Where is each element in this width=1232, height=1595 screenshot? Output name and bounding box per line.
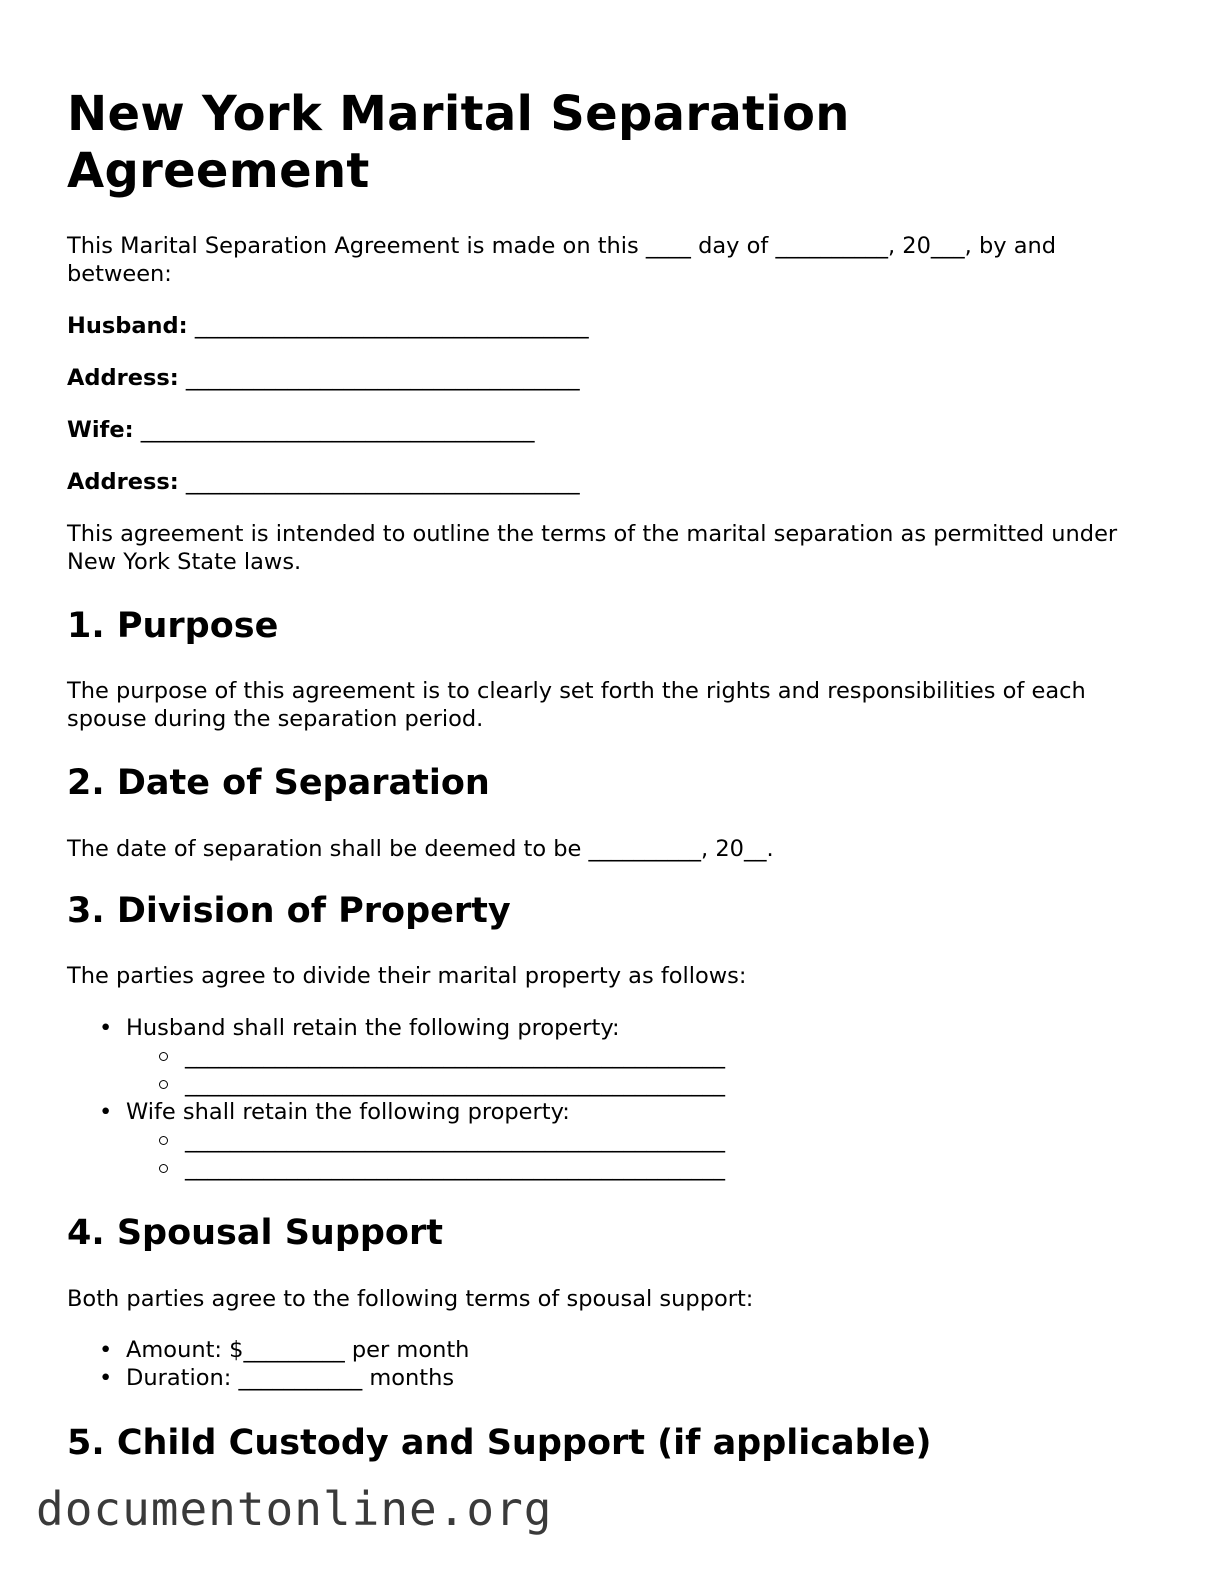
section-purpose-heading: 1. Purpose bbox=[67, 606, 279, 646]
husband-property-label: Husband shall retain the following property: bbox=[126, 1015, 620, 1041]
wife-property-label: Wife shall retain the following property: bbox=[126, 1099, 570, 1125]
circle-bullet-icon bbox=[159, 1052, 168, 1061]
support-list bbox=[67, 1336, 469, 1392]
circle-bullet-icon bbox=[159, 1136, 168, 1145]
husband-address-field bbox=[67, 364, 580, 392]
husband-label: Husband: bbox=[67, 313, 188, 339]
section-property-heading: 3. Division of Property bbox=[67, 891, 511, 931]
support-duration[interactable]: Duration: ___________ months bbox=[126, 1365, 455, 1391]
list-item bbox=[67, 1336, 469, 1364]
list-item bbox=[126, 1070, 725, 1098]
list-item bbox=[67, 1014, 725, 1098]
husband-address-label: Address: bbox=[67, 365, 179, 391]
section-date-text: The date of separation shall be deemed to be __________, 20__. bbox=[67, 836, 774, 862]
section-purpose-text: The purpose of this agreement is to clearly set forth the rights and responsibilities of each spouse during the separation period. bbox=[67, 678, 1086, 732]
list-item bbox=[126, 1154, 725, 1182]
wife-blank[interactable]: ___________________________________ bbox=[140, 417, 535, 443]
list-item bbox=[67, 1364, 469, 1392]
wife-address-field bbox=[67, 468, 580, 496]
circle-bullet-icon bbox=[159, 1164, 168, 1173]
husband-field bbox=[67, 312, 589, 340]
bullet-icon: • bbox=[99, 1337, 113, 1363]
watermark: documentonline.org bbox=[36, 1482, 553, 1536]
list-item bbox=[126, 1042, 725, 1070]
intro-paragraph: This Marital Separation Agreement is made on this ____ day of __________, 20___, by and between: bbox=[67, 233, 1057, 287]
circle-bullet-icon bbox=[159, 1080, 168, 1089]
husband-property-blank[interactable]: ________________________________________________ bbox=[185, 1043, 725, 1069]
section-custody-heading: 5. Child Custody and Support (if applicable) bbox=[67, 1423, 932, 1463]
husband-property-items bbox=[126, 1042, 725, 1098]
list-item bbox=[126, 1126, 725, 1154]
bullet-icon: • bbox=[99, 1365, 113, 1391]
bullet-icon: • bbox=[99, 1099, 113, 1125]
wife-property-blank[interactable]: ________________________________________________ bbox=[185, 1155, 725, 1181]
wife-property-items bbox=[126, 1126, 725, 1182]
list-item bbox=[67, 1098, 725, 1182]
wife-address-label: Address: bbox=[67, 469, 179, 495]
section-support-text: Both parties agree to the following terms of spousal support: bbox=[67, 1286, 754, 1312]
wife-property-blank[interactable]: ________________________________________________ bbox=[185, 1127, 725, 1153]
support-amount[interactable]: Amount: $_________ per month bbox=[126, 1337, 470, 1363]
bullet-icon: • bbox=[99, 1015, 113, 1041]
property-list bbox=[67, 1014, 725, 1182]
section-support-heading: 4. Spousal Support bbox=[67, 1213, 443, 1253]
wife-address-blank[interactable]: ___________________________________ bbox=[185, 469, 580, 495]
section-property-text: The parties agree to divide their marital property as follows: bbox=[67, 963, 747, 989]
husband-address-blank[interactable]: ___________________________________ bbox=[185, 365, 580, 391]
husband-blank[interactable]: ___________________________________ bbox=[194, 313, 589, 339]
section-date-heading: 2. Date of Separation bbox=[67, 763, 490, 803]
husband-property-blank[interactable]: ________________________________________________ bbox=[185, 1071, 725, 1097]
statement-paragraph: This agreement is intended to outline the terms of the marital separation as permitted under New York State laws. bbox=[67, 521, 1118, 575]
page-title: New York Marital Separation Agreement bbox=[67, 86, 850, 199]
wife-field bbox=[67, 416, 534, 444]
wife-label: Wife: bbox=[67, 417, 134, 443]
